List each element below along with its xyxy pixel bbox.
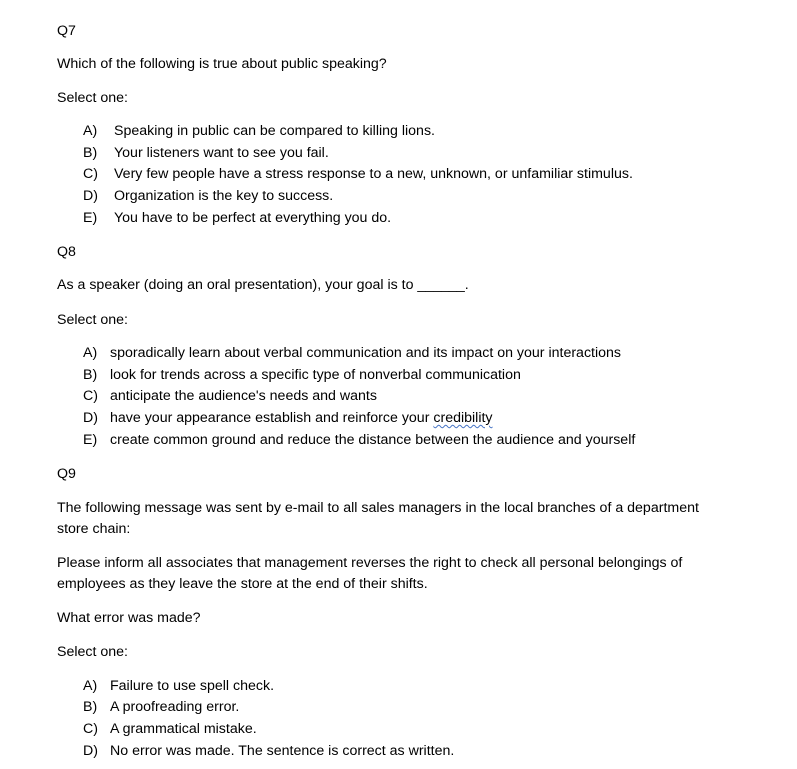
question-text-line1: The following message was sent by e-mail to all sales managers in the local branches of a department: [57, 500, 699, 516]
option-c: C) anticipate the audience's needs and wants: [83, 388, 377, 404]
option-e: E) You have to be perfect at everything you do.: [83, 210, 392, 226]
spellcheck-flagged-word[interactable]: credibility: [433, 410, 493, 426]
question-number: Q8: [57, 244, 76, 260]
question-prompt: What error was made?: [57, 610, 201, 626]
option-e: E) create common ground and reduce the distance between the audience and yourself: [83, 432, 636, 448]
option-a: A) Speaking in public can be compared to killing lions.: [83, 123, 435, 139]
option-d: D) have your appearance establish and reinforce your credibility: [83, 410, 493, 426]
option-c: C) A grammatical mistake.: [83, 721, 257, 737]
select-one-label: Select one:: [57, 644, 128, 660]
message-line1: Please inform all associates that management reverses the right to check all personal belongings of: [57, 555, 683, 571]
select-one-label: Select one:: [57, 312, 128, 328]
option-d: D) No error was made. The sentence is correct as written.: [83, 743, 455, 759]
option-a: A) Failure to use spell check.: [83, 678, 275, 694]
question-text: As a speaker (doing an oral presentation), your goal is to ______.: [57, 277, 469, 293]
option-b: B) A proofreading error.: [83, 699, 240, 715]
select-one-label: Select one:: [57, 90, 128, 106]
question-text-line2: store chain:: [57, 521, 131, 537]
option-b: B) Your listeners want to see you fail.: [83, 145, 329, 161]
option-a: A) sporadically learn about verbal communication and its impact on your interactions: [83, 345, 622, 361]
option-d: D) Organization is the key to success.: [83, 188, 334, 204]
option-c: C) Very few people have a stress response to a new, unknown, or unfamiliar stimulus.: [83, 166, 633, 182]
question-number: Q7: [57, 23, 76, 39]
message-line2: employees as they leave the store at the end of their shifts.: [57, 576, 428, 592]
option-b: B) look for trends across a specific type of nonverbal communication: [83, 367, 521, 383]
question-number: Q9: [57, 466, 76, 482]
question-text: Which of the following is true about public speaking?: [57, 56, 387, 72]
